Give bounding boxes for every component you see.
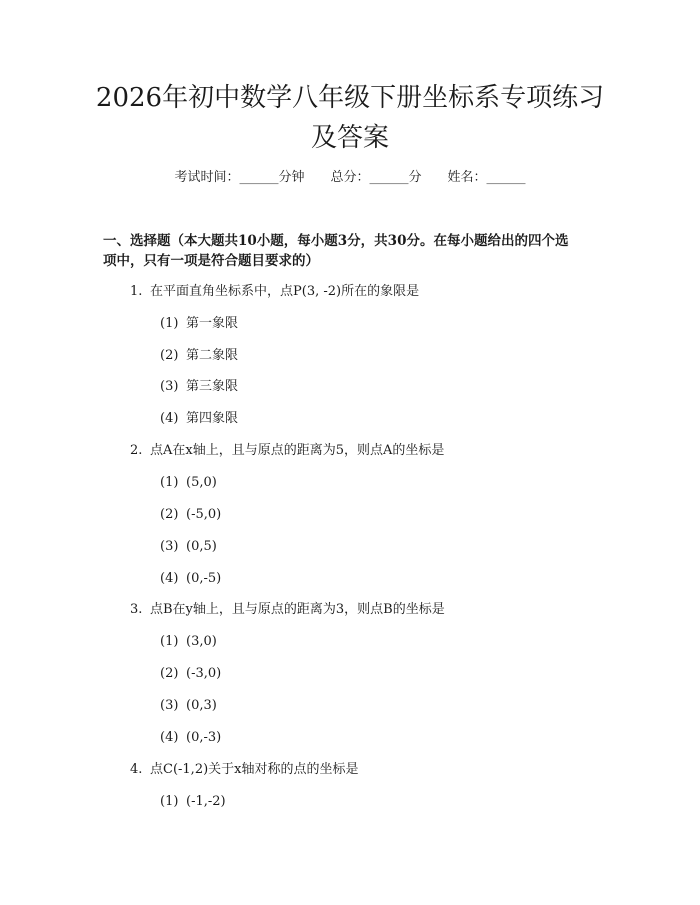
question-number: 3. [130, 602, 143, 617]
question-4-option-1 [160, 792, 226, 812]
question-1-option-3 [160, 377, 238, 397]
question-2-option-2 [160, 505, 221, 525]
option-label: (4) [160, 571, 179, 586]
option-label: (1) [160, 475, 179, 490]
page-title-line2: 及答案 [310, 123, 389, 153]
option-label: (1) [160, 794, 179, 809]
question-1-option-2 [160, 346, 238, 366]
option-text: (5,0) [186, 475, 217, 490]
question-3-option-4 [160, 728, 221, 748]
question-text: 点C(-1,2)关于x轴对称的点的坐标是 [150, 762, 359, 777]
option-label: (1) [160, 316, 179, 331]
option-label: (2) [160, 666, 179, 681]
question-number: 4. [130, 762, 143, 777]
option-label: (1) [160, 634, 179, 649]
option-text: 第四象限 [186, 411, 239, 426]
question-1 [130, 282, 419, 302]
question-number: 1. [130, 284, 143, 299]
question-3-option-1 [160, 632, 217, 652]
time-blank: ______ [239, 170, 279, 185]
option-text: (0,-3) [186, 730, 222, 745]
name-blank: ______ [486, 170, 526, 185]
name-label: 姓名： [447, 170, 487, 185]
option-label: (2) [160, 507, 179, 522]
option-label: (2) [160, 348, 179, 363]
question-2-option-3 [160, 537, 217, 557]
option-text: (0,3) [186, 698, 217, 713]
question-3-option-2 [160, 664, 221, 684]
option-text: (-5,0) [186, 507, 222, 522]
page-title-line1: 2026年初中数学八年级下册坐标系专项练习 [95, 83, 605, 113]
question-number: 2. [130, 443, 143, 458]
question-3-option-3 [160, 696, 217, 716]
score-blank: ______ [369, 170, 409, 185]
option-text: (0,5) [186, 539, 217, 554]
time-unit: 分钟 [278, 170, 305, 185]
option-text: (-1,-2) [186, 794, 226, 809]
exam-meta-line [0, 168, 700, 188]
question-2 [130, 441, 444, 461]
option-text: (3,0) [186, 634, 217, 649]
option-label: (3) [160, 539, 179, 554]
section-heading-line1: 一、选择题（本大题共10小题，每小题3分，共30分。在每小题给出的四个选 [103, 233, 569, 249]
question-text: 点B在y轴上，且与原点的距离为3，则点B的坐标是 [150, 602, 445, 617]
section-heading-line2: 项中，只有一项是符合题目要求的） [103, 253, 319, 269]
question-text: 点A在x轴上，且与原点的距离为5，则点A的坐标是 [150, 443, 445, 458]
question-1-option-1 [160, 314, 238, 334]
question-2-option-1 [160, 473, 217, 493]
question-4 [130, 760, 359, 780]
question-text: 在平面直角坐标系中，点P(3, -2)所在的象限是 [150, 284, 420, 299]
score-label: 总分： [330, 170, 370, 185]
option-text: 第三象限 [186, 379, 239, 394]
question-2-option-4 [160, 569, 221, 589]
score-unit: 分 [408, 170, 422, 185]
option-text: 第二象限 [186, 348, 239, 363]
option-label: (3) [160, 698, 179, 713]
option-text: (-3,0) [186, 666, 222, 681]
option-text: 第一象限 [186, 316, 239, 331]
question-3 [130, 600, 445, 620]
question-1-option-4 [160, 409, 238, 429]
option-text: (0,-5) [186, 571, 222, 586]
option-label: (4) [160, 411, 179, 426]
option-label: (4) [160, 730, 179, 745]
option-label: (3) [160, 379, 179, 394]
time-label: 考试时间： [174, 170, 240, 185]
